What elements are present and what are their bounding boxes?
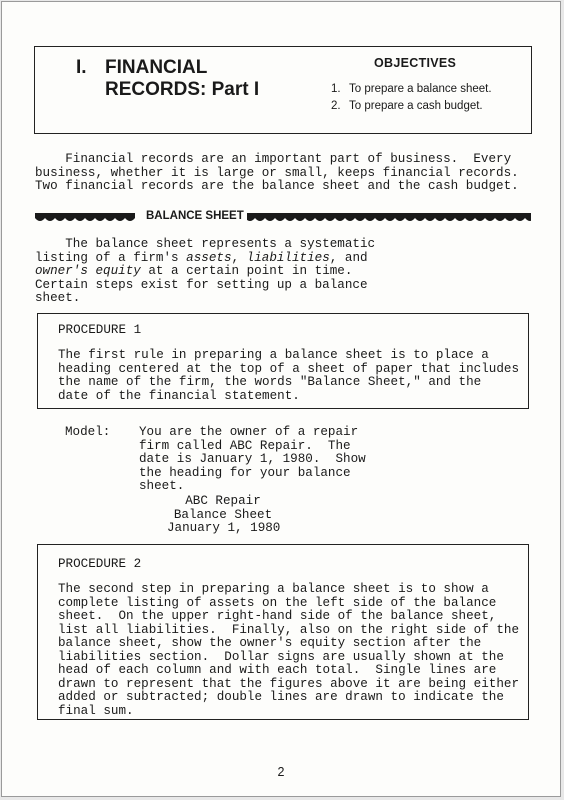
objective-item: 2. To prepare a cash budget. xyxy=(331,100,483,112)
model-text: You are the owner of a repair firm called ABC Repair. The date is January 1, 1980. Show the heading for your balance sheet. xyxy=(139,425,366,493)
worksheet-page xyxy=(1,1,561,797)
scalloped-rule xyxy=(35,209,531,225)
sample-balance-sheet-heading: ABC Repair Balance Sheet January 1, 1980 xyxy=(167,494,281,535)
procedure-text: The first rule in preparing a balance sheet is to place a heading centered at the top of a sheet of paper that includes the name of the firm, the words "Balance Sheet," and the date of the financial statement. xyxy=(58,348,520,403)
section-divider xyxy=(35,209,531,225)
model-label: Model: xyxy=(65,425,111,439)
term-owners-equity: owner's equity xyxy=(35,264,141,278)
objectives-heading: OBJECTIVES xyxy=(374,56,457,70)
objectives-list xyxy=(331,81,492,115)
chapter-header-box xyxy=(34,46,532,134)
term-liabilities: liabilities xyxy=(246,250,330,265)
objective-item: 1. To prepare a balance sheet. xyxy=(331,83,492,95)
section-title: BALANCE SHEET xyxy=(143,210,247,222)
chapter-title-line1: FINANCIAL xyxy=(105,57,208,78)
procedure-label: PROCEDURE 2 xyxy=(58,557,142,571)
chapter-title-line2: RECORDS: Part I xyxy=(105,79,260,100)
chapter-title xyxy=(105,57,259,101)
page-number: 2 xyxy=(277,765,285,779)
procedure-label: PROCEDURE 1 xyxy=(58,323,142,337)
balance-sheet-paragraph: The balance sheet represents a systematic listing of a firm's assets, liabilities, and owner's equity at a certain point in time. Certain steps exist for setting up a balance sheet. xyxy=(35,237,376,305)
procedure-1-box xyxy=(37,313,529,409)
term-assets: assets xyxy=(186,250,232,265)
procedure-2-box xyxy=(37,544,529,720)
chapter-number: I. xyxy=(76,57,87,78)
intro-paragraph: Financial records are an important part of business. Every business, whether it is large or small, keeps financial records. Two financial records are the balance sheet and the cash budget. xyxy=(35,152,519,193)
procedure-text: The second step in preparing a balance sheet is to show a complete listing of assets on the left side of the balance sheet. On the upper right-hand side of the balance sheet, list all liabilities. Finally, also on the right side of the balance sheet, show the owner's equity section after the liabilities section. Dollar signs are usually shown at the head of each column and with each total. Single lines are drawn to represent that the figures above it are being either added or subtracted; double lines are drawn to indicate the final sum. xyxy=(58,582,520,718)
